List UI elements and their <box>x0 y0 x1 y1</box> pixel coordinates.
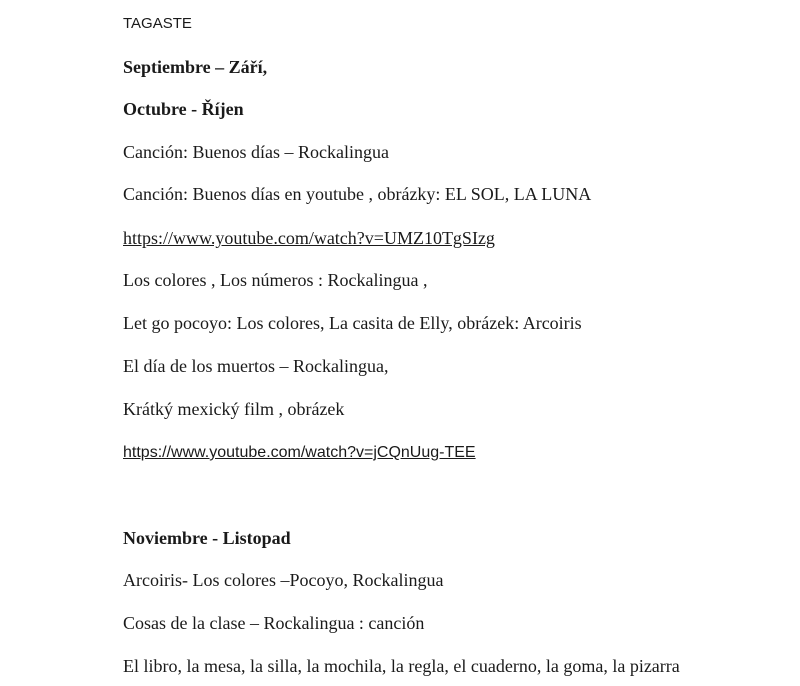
text-line: Canción: Buenos días en youtube , obrázky: EL SOL, LA LUNA <box>123 184 592 204</box>
text-line: El día de los muertos – Rockalingua, <box>123 356 389 376</box>
month-heading-october: Octubre - Říjen <box>123 99 244 119</box>
text-line: Cosas de la clase – Rockalingua : canción <box>123 613 425 633</box>
text-line: El libro, la mesa, la silla, la mochila, la regla, el cuaderno, la goma, la pizarra <box>123 656 680 676</box>
month-heading-september: Septiembre – Září, <box>123 57 268 77</box>
document-header: TAGASTE <box>123 15 192 32</box>
text-line: Let go pocoyo: Los colores, La casita de Elly, obrázek: Arcoiris <box>123 313 582 333</box>
text-line: Krátký mexický film , obrázek <box>123 399 345 419</box>
text-line: Los colores , Los números : Rockalingua , <box>123 270 428 290</box>
youtube-link[interactable]: https://www.youtube.com/watch?v=UMZ10TgSIzg <box>123 228 495 248</box>
month-heading-november: Noviembre - Listopad <box>123 528 291 548</box>
text-line: Canción: Buenos días – Rockalingua <box>123 142 389 162</box>
youtube-link[interactable]: https://www.youtube.com/watch?v=jCQnUug-TEE <box>123 444 476 461</box>
text-line: Arcoiris- Los colores –Pocoyo, Rockalingua <box>123 570 444 590</box>
